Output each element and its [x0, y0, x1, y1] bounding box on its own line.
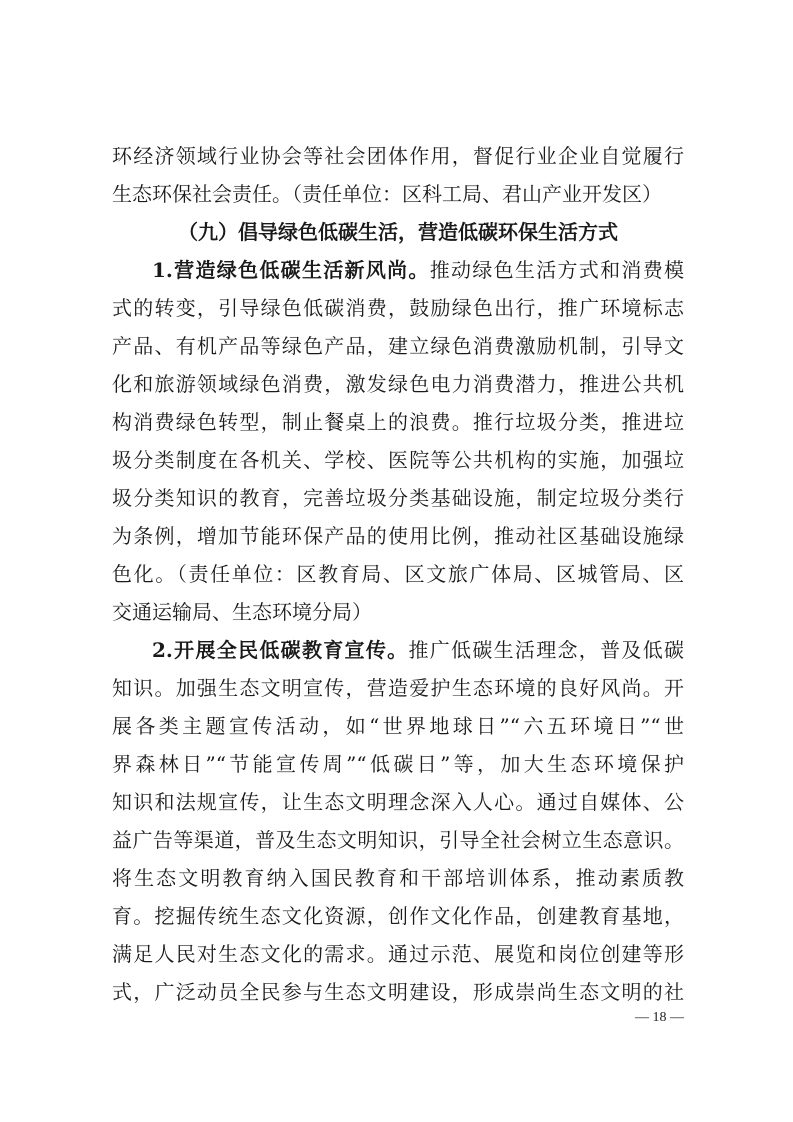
text-line: 展各类主题宣传活动，如“世界地球日”“六五环境日”“世: [112, 714, 684, 738]
text-line: 知识。加强生态文明宣传，营造爱护生态环境的良好风尚。开: [112, 676, 684, 700]
text-line: 圾分类知识的教育，完善垃圾分类基础设施，制定垃圾分类行: [112, 486, 684, 510]
text-line: 育。挖掘传统生态文化资源，创作文化作品，创建教育基地，: [112, 904, 684, 928]
page-number: — 18 —: [635, 1010, 684, 1025]
text-line: 式，广泛动员全民参与生态文明建设，形成崇尚生态文明的社: [112, 980, 684, 1004]
section-heading: （九）倡导绿色低碳生活，营造低碳环保生活方式: [178, 220, 618, 244]
text-line: 知识和法规宣传，让生态文明理念深入人心。通过自媒体、公: [112, 790, 684, 814]
text-line: 生态环保社会责任。（责任单位：区科工局、君山产业开发区）: [112, 182, 662, 206]
item-1-text: 推动绿色生活方式和消费模: [429, 258, 684, 282]
text-line: 为条例，增加节能环保产品的使用比例，推动社区基础设施绿: [112, 524, 684, 548]
item-2-first-line: [152, 631, 684, 669]
text-line: 益广告等渠道，普及生态文明知识，引导全社会树立生态意识。: [112, 828, 684, 852]
item-1-title: 1.营造绿色低碳生活新风尚。: [152, 258, 430, 282]
item-1-first-line: [152, 251, 684, 289]
text-line: 环经济领域行业协会等社会团体作用，督促行业企业自觉履行: [112, 144, 684, 168]
text-line: 产品、有机产品等绿色产品，建立绿色消费激励机制，引导文: [112, 334, 684, 358]
text-line: 交通运输局、生态环境分局）: [112, 600, 372, 624]
text-line: 色化。（责任单位：区教育局、区文旅广体局、区城管局、区: [112, 562, 684, 586]
text-line: 构消费绿色转型，制止餐桌上的浪费。推行垃圾分类，推进垃: [112, 410, 684, 434]
text-line: 式的转变，引导绿色低碳消费，鼓励绿色出行，推广环境标志: [112, 296, 684, 320]
text-line: 界森林日”“节能宣传周”“低碳日”等，加大生态环境保护: [112, 752, 684, 776]
item-2-title: 2.开展全民低碳教育宣传。: [152, 638, 409, 662]
text-line: 圾分类制度在各机关、学校、医院等公共机构的实施，加强垃: [112, 448, 684, 472]
text-line: 将生态文明教育纳入国民教育和干部培训体系，推动素质教: [112, 866, 684, 890]
text-line: 满足人民对生态文化的需求。通过示范、展览和岗位创建等形: [112, 942, 684, 966]
item-2-text: 推广低碳生活理念，普及低碳: [408, 638, 684, 662]
text-line: 化和旅游领域绿色消费，激发绿色电力消费潜力，推进公共机: [112, 372, 684, 396]
